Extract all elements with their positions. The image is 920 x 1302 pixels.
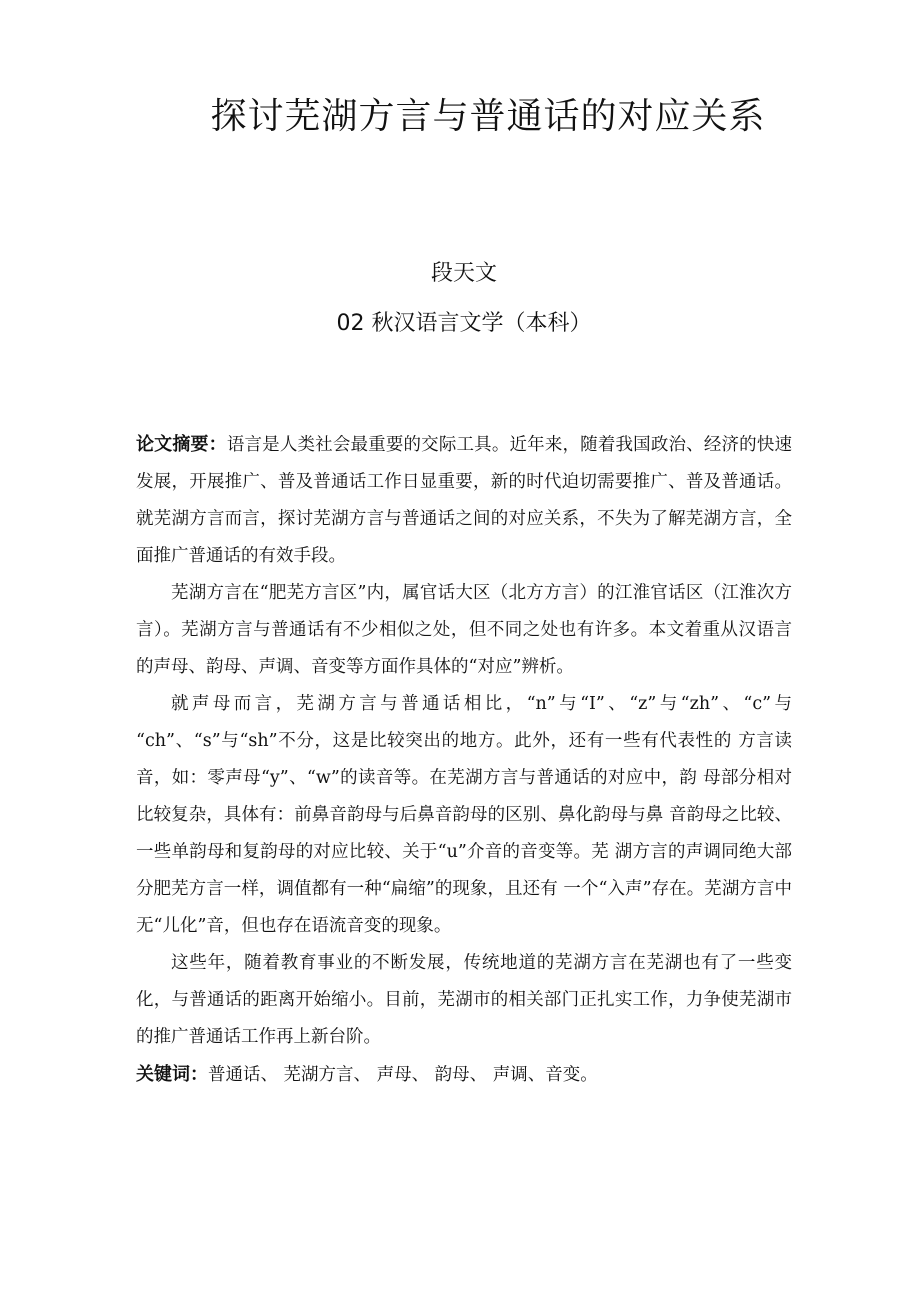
keywords-line — [136, 1056, 792, 1094]
abstract-paragraph — [136, 426, 792, 575]
abstract-label: 论文摘要： — [136, 434, 227, 455]
author-affiliation: 02 秋汉语言文学（本科） — [336, 311, 592, 336]
author-name: 段天文 — [430, 261, 497, 286]
abstract-section — [136, 426, 792, 1094]
abstract-text: 语言是人类社会最重要的交际工具。近年来，随着我国政治、经济的快速发展，开展推广、普及普通话工作日显重要，新的时代迫切需要推广、普及普通话。就芜湖方言而言，探讨芜湖方言与普通话之间的对应关系，不失为了解芜湖方言，全面推广普通话的有效手段。 — [136, 435, 793, 566]
page-title: 探讨芜湖方言与普通话的对应关系 — [210, 96, 766, 137]
keywords-label: 关键词： — [136, 1064, 208, 1085]
paragraph-recent-changes: 这些年，随着教育事业的不断发展，传统地道的芜湖方言在芜湖也有了一些变化，与普通话的距离开始缩小。目前，芜湖市的相关部门正扎实工作，力争使芜湖市的推广普通话工作再上新台阶。 — [136, 953, 792, 1047]
paragraph-initials-finals: 就声母而言，芜湖方言与普通话相比，“n”与“I”、“z”与“zh”、“c”与 “ch”、“s”与“sh”不分，这是比较突出的地方。此外，还有一些有代表性的 方言读音，如：零声母“y”、“w”的读音等。在芜湖方言与普通话的对应中，韵 母部分相对比较复杂，具体有：前鼻音韵母与后鼻音韵母的区别、鼻化韵母与鼻 音韵母之比较、一些单韵母和复韵母的对应比较、关于“u”介音的音变等。芜 湖方言的声调同绝大部分肥芜方言一样，调值都有一种“扁缩”的现象，且还有 一个“入声”存在。芜湖方言中无“儿化”音，但也存在语流音变的现象。 — [136, 694, 792, 936]
keywords-text: 普通话、 芜湖方言、 声母、 韵母、 声调、音变。 — [208, 1065, 598, 1085]
paragraph-dialect-region: 芜湖方言在“肥芜方言区”内，属官话大区（北方方言）的江淮官话区（江淮次方言）。芜湖方言与普通话有不少相似之处，但不同之处也有许多。本文着重从汉语言的声母、韵母、声调、音变等方面作具体的“对应”辨析。 — [136, 583, 792, 677]
